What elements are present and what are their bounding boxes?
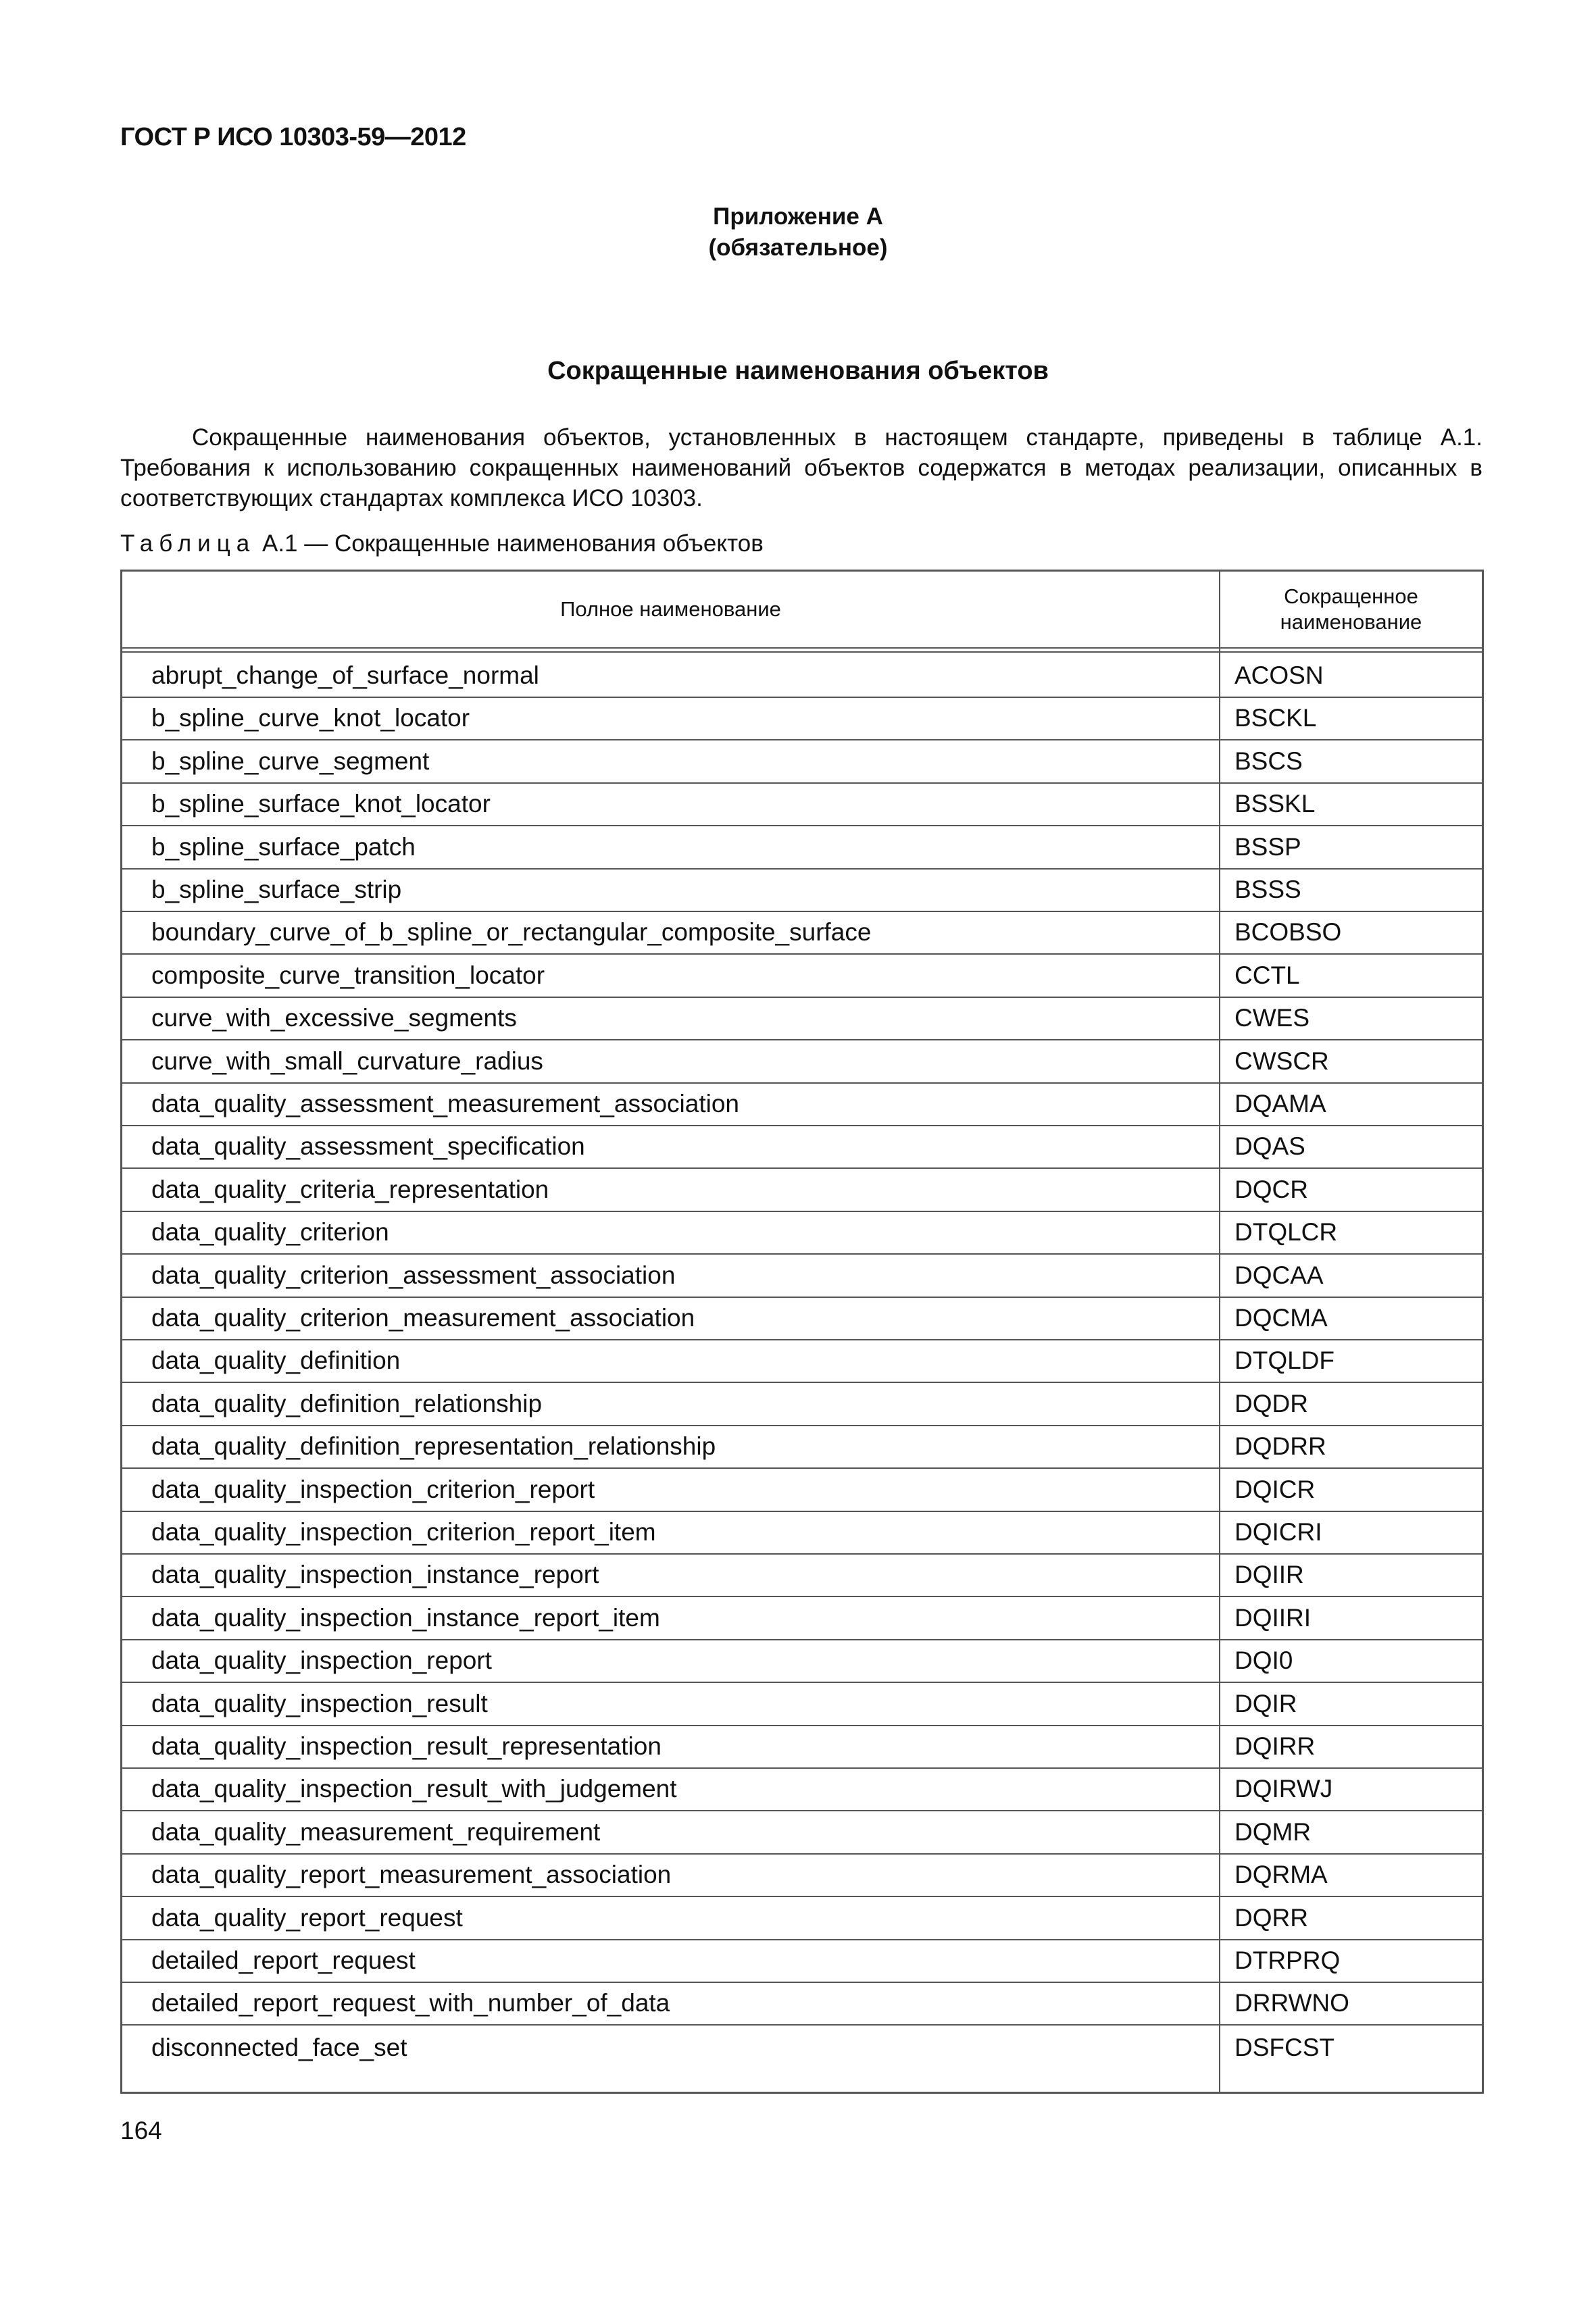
cell-full-name: abrupt_change_of_surface_normal <box>151 661 539 689</box>
table-caption-label: Таблица <box>120 530 256 557</box>
cell-short-name: BSSKL <box>1235 790 1316 818</box>
cell-full-name: disconnected_face_set <box>151 2033 407 2061</box>
table-row <box>122 2026 1482 2069</box>
cell-full-name: data_quality_criterion_assessment_association <box>151 1261 676 1289</box>
cell-full-name: data_quality_criteria_representation <box>151 1175 549 1203</box>
cell-short-name: BSCKL <box>1235 704 1317 732</box>
cell-full-name: data_quality_inspection_report <box>151 1646 492 1675</box>
column-divider <box>1219 572 1220 2092</box>
table-row <box>122 870 1482 912</box>
table-row <box>122 1940 1482 1983</box>
table-row <box>122 655 1482 698</box>
cell-full-name: detailed_report_request <box>151 1946 416 1974</box>
cell-full-name: data_quality_inspection_criterion_report <box>151 1475 595 1503</box>
cell-short-name: ACOSN <box>1235 661 1324 689</box>
table-row <box>122 1041 1482 1084</box>
cell-full-name: b_spline_curve_segment <box>151 747 430 775</box>
cell-short-name: DQAS <box>1235 1132 1305 1161</box>
cell-full-name: data_quality_definition <box>151 1347 401 1375</box>
table-caption <box>120 530 764 557</box>
cell-full-name: data_quality_inspection_instance_report_item <box>151 1603 660 1632</box>
cell-full-name: data_quality_definition_representation_relationship <box>151 1432 716 1461</box>
table-row <box>122 1983 1482 2026</box>
cell-short-name: DQI0 <box>1235 1646 1293 1675</box>
cell-short-name: DQICR <box>1235 1475 1316 1503</box>
table-row <box>122 1426 1482 1469</box>
cell-short-name: DTQLCR <box>1235 1218 1338 1247</box>
cell-full-name: data_quality_inspection_result <box>151 1689 488 1717</box>
intro-paragraph: Сокращенные наименования объектов, установленных в настоящем стандарте, приведены в таблице А.1. Требования к использованию сокращенных наименований объектов содержатся в методах реализации, описанных в соответствующих стандартах комплекса ИСО 10303. <box>120 424 1482 511</box>
table-row <box>122 1684 1482 1726</box>
cell-short-name: DQDR <box>1235 1389 1308 1417</box>
cell-short-name: DQIRR <box>1235 1732 1316 1760</box>
cell-short-name: DSFCST <box>1235 2033 1335 2061</box>
table-row <box>122 1469 1482 1512</box>
table-row <box>122 1298 1482 1340</box>
section-title: Сокращенные наименования объектов <box>547 357 1049 385</box>
column-header-full-name: Полное наименование <box>560 597 781 621</box>
cell-full-name: data_quality_inspection_instance_report <box>151 1561 599 1589</box>
cell-full-name: data_quality_assessment_measurement_association <box>151 1090 740 1117</box>
table-row <box>122 1555 1482 1597</box>
cell-full-name: data_quality_inspection_criterion_report_item <box>151 1518 656 1546</box>
table-body <box>122 572 1482 2092</box>
cell-full-name: data_quality_report_request <box>151 1903 463 1932</box>
cell-full-name: b_spline_surface_knot_locator <box>151 790 491 818</box>
cell-full-name: b_spline_surface_patch <box>151 832 416 861</box>
cell-short-name: BCOBSO <box>1235 918 1342 947</box>
cell-full-name: data_quality_assessment_specification <box>151 1132 585 1161</box>
cell-short-name: BSSP <box>1235 832 1301 861</box>
cell-short-name: DTRPRQ <box>1235 1946 1341 1974</box>
document-code: ГОСТ Р ИСО 10303-59—2012 <box>120 123 466 151</box>
table-caption-text: А.1 — Сокращенные наименования объектов <box>261 530 764 557</box>
table-row <box>122 998 1482 1040</box>
cell-short-name: DRRWNO <box>1235 1989 1349 2017</box>
table-row <box>122 1812 1482 1855</box>
cell-short-name: DQIRWJ <box>1235 1775 1333 1803</box>
table-row <box>122 1640 1482 1683</box>
cell-short-name: CWES <box>1235 1004 1310 1032</box>
cell-short-name: CCTL <box>1235 961 1300 989</box>
table-row <box>122 955 1482 998</box>
cell-short-name: DQCMA <box>1235 1304 1328 1332</box>
cell-short-name: CWSCR <box>1235 1047 1329 1075</box>
column-header-short-line2: наименование <box>1280 610 1422 634</box>
table-row <box>122 1384 1482 1426</box>
cell-full-name: boundary_curve_of_b_spline_or_rectangular_composite_surface <box>151 918 872 947</box>
cell-short-name: DQIR <box>1235 1689 1297 1717</box>
table-row <box>122 1212 1482 1255</box>
cell-full-name: b_spline_curve_knot_locator <box>151 704 470 732</box>
cell-full-name: data_quality_criterion <box>151 1218 389 1247</box>
table-row <box>122 1340 1482 1383</box>
page-number: 164 <box>120 2117 162 2144</box>
table-row <box>122 1169 1482 1212</box>
annex-title: Приложение А <box>713 203 883 230</box>
abbreviations-table <box>120 570 1484 2094</box>
cell-short-name: DQDRR <box>1235 1432 1326 1461</box>
cell-short-name: DTQLDF <box>1235 1347 1335 1375</box>
table-row <box>122 827 1482 870</box>
table-row <box>122 912 1482 955</box>
cell-full-name: data_quality_criterion_measurement_association <box>151 1304 695 1332</box>
cell-full-name: data_quality_inspection_result_representation <box>151 1732 662 1760</box>
cell-full-name: curve_with_small_curvature_radius <box>151 1047 543 1075</box>
table-row <box>122 784 1482 826</box>
table-row <box>122 1512 1482 1555</box>
cell-full-name: data_quality_measurement_requirement <box>151 1817 601 1846</box>
cell-full-name: data_quality_report_measurement_association <box>151 1861 672 1889</box>
table-row <box>122 698 1482 740</box>
cell-short-name: DQICRI <box>1235 1518 1322 1546</box>
cell-full-name: b_spline_surface_strip <box>151 876 402 903</box>
cell-full-name: data_quality_inspection_result_with_judgement <box>151 1775 677 1803</box>
cell-short-name: DQIIRI <box>1235 1603 1312 1632</box>
cell-short-name: DQAMA <box>1235 1090 1326 1117</box>
annex-status: (обязательное) <box>708 234 888 261</box>
cell-full-name: data_quality_definition_relationship <box>151 1389 543 1417</box>
cell-full-name: curve_with_excessive_segments <box>151 1004 517 1032</box>
table-row <box>122 1726 1482 1769</box>
table-row <box>122 741 1482 784</box>
table-row <box>122 1898 1482 1940</box>
cell-short-name: BSCS <box>1235 747 1303 775</box>
cell-short-name: DQIIR <box>1235 1561 1304 1589</box>
cell-short-name: DQCR <box>1235 1175 1308 1203</box>
cell-full-name: composite_curve_transition_locator <box>151 961 545 989</box>
cell-full-name: detailed_report_request_with_number_of_data <box>151 1989 670 2017</box>
table-row <box>122 1769 1482 1811</box>
table-row <box>122 1855 1482 1897</box>
column-header-short-line1: Сокращенное <box>1284 584 1418 608</box>
table-row <box>122 1084 1482 1126</box>
cell-short-name: DQRMA <box>1235 1861 1328 1889</box>
table-row <box>122 1598 1482 1640</box>
cell-short-name: BSSS <box>1235 876 1301 903</box>
table-row <box>122 1126 1482 1169</box>
table-row <box>122 1255 1482 1298</box>
annex-heading <box>0 201 1596 263</box>
cell-short-name: DQMR <box>1235 1817 1312 1846</box>
cell-short-name: DQCAA <box>1235 1261 1324 1289</box>
cell-short-name: DQRR <box>1235 1903 1308 1932</box>
